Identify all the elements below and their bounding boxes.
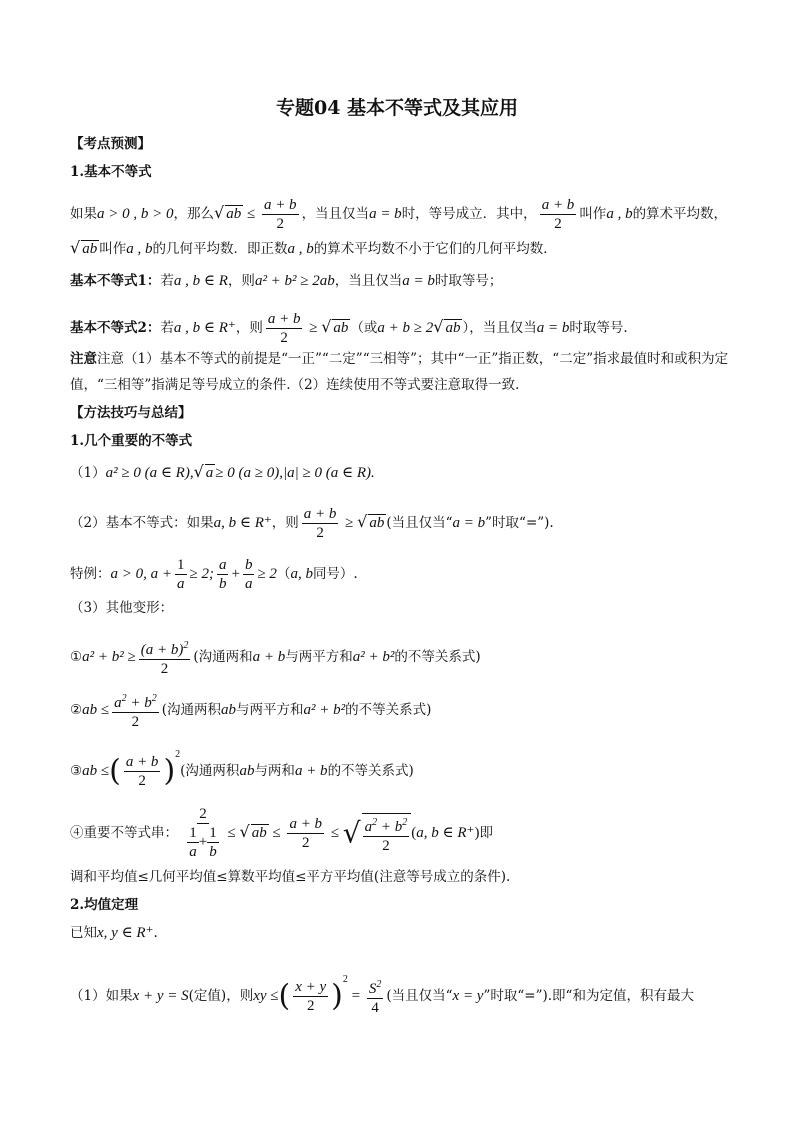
paragraph-geometric-mean: √ ab 叫作a , b的几何平均数．即正数a , b的算术平均数不小于它们的几何平均数． xyxy=(70,238,557,257)
variant-3: ③ab ≤( $\frac{a + b}{2}$ )$^2$(沟通两积ab与两和a + b的不等关系式) xyxy=(70,749,414,789)
theorem-1: （1）如果x + y = S(定值)，则xy ≤( $\frac{x + y}{2}$ )$^2$ = $\frac{S^2}{4}$ (当且仅当“x = y”时取“=”).即“和为定值，积有最大 xyxy=(70,974,694,1016)
heading-important-inequalities: 1.几个重要的不等式 xyxy=(70,433,193,449)
note-line-2: 值，“三相等”指满足等号成立的条件.（2）连续使用不等式要注意取得一致. xyxy=(70,377,520,393)
section-method: 【方法技巧与总结】 xyxy=(70,405,192,421)
known-condition: 已知x, y ∈ R⁺. xyxy=(70,925,158,941)
heading-basic-inequality: 1.基本不等式 xyxy=(70,164,152,180)
item-2: （2）基本不等式：如果a, b ∈ R⁺，则 $\frac{a + b}{2}$ ≥ √ ab (当且仅当“a = b”时取“=”). xyxy=(70,506,554,541)
item-1: （1）a² ≥ 0 (a ∈ R),√ a ≥ 0 (a ≥ 0),|a| ≥ 0 (a ∈ R). xyxy=(70,462,375,481)
summary-line: 调和平均值≤几何平均值≤算数平均值≤平方平均值(注意等号成立的条件). xyxy=(70,869,511,885)
heading-mean-theorem: 2.均值定理 xyxy=(70,897,139,913)
basic-inequality-1: 基本不等式1：若a , b ∈ R，则a² + b² ≥ 2ab，当且仅当a = b时取等号； xyxy=(70,273,503,289)
item-3: （3）其他变形： xyxy=(70,600,174,616)
basic-inequality-2: 基本不等式2：若a , b ∈ R⁺，则 $\frac{a + b}{2}$ ≥ √ ab （或a + b ≥ 2√ ab ），当且仅当a = b时取等号. xyxy=(70,311,628,346)
variant-4-inequality-chain: ④重要不等式串： 2 $\frac{1}{a}$ + $\frac{1}{b}$ ≤ √ ab ≤ $\frac{a + b}{2}$ ≤ √ $\frac{a^2 + b^2}{2}$ (a, b ∈ R⁺)即 xyxy=(70,806,493,860)
special-case: 特例：a > 0, a + $\frac{1}{a}$ ≥ 2; $\frac{a}{b}$ + $\frac{b}{a}$ ≥ 2（a, b同号）. xyxy=(70,557,358,592)
fraction-a-plus-b-over-2: $\frac{a + b}{2}$ xyxy=(263,197,297,232)
variant-1: ①a² + b² ≥ $\frac{(a + b)^2}{2}$ (沟通两和a + b与两平方和a² + b²的不等关系式) xyxy=(70,637,724,678)
page-title: 专题04 基本不等式及其应用 xyxy=(275,97,519,119)
paragraph-definition: 如果a > 0 , b > 0，那么√ ab ≤ $\frac{a + b}{2}$ ，当且仅当a = b时，等号成立．其中， $\frac{a + b}{2}$ 叫作a , b的算术平均数， xyxy=(70,197,728,232)
note-line-1: 注意注意（1）基本不等式的前提是“一正”“二定”“三相等”；其中“一正”指正数，“二定”指求最值时和或积为定 xyxy=(70,351,729,367)
section-predict: 【考点预测】 xyxy=(70,136,151,152)
variant-2: ②ab ≤ $\frac{a^2 + b^2}{2}$ (沟通两积ab与两平方和a² + b²的不等关系式) xyxy=(70,690,724,731)
